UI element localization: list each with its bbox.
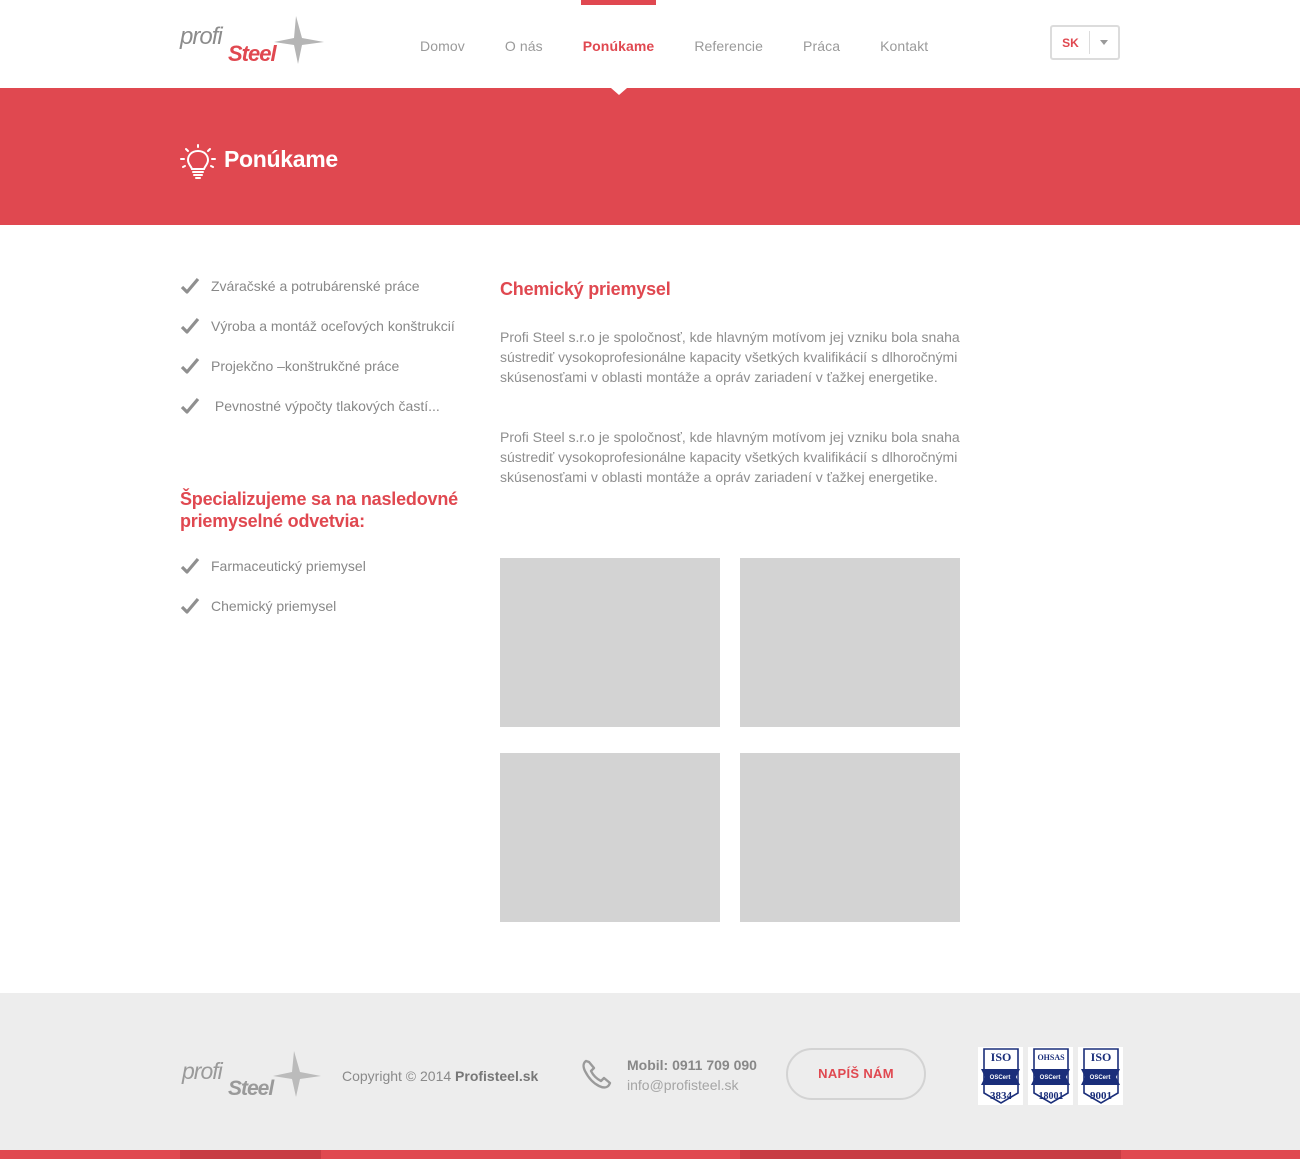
cert-bottom: 9001 xyxy=(1090,1090,1112,1102)
nav-item-domov[interactable]: Domov xyxy=(420,38,465,54)
cert-top: ISO xyxy=(1090,1050,1112,1064)
profisteel-logo[interactable] xyxy=(178,14,324,66)
gallery-image[interactable] xyxy=(740,753,960,922)
content-heading: Chemický priemysel xyxy=(500,279,671,299)
main-nav xyxy=(400,0,948,88)
site-footer xyxy=(0,993,1300,1150)
nav-item-o-nas[interactable]: O nás xyxy=(504,38,543,54)
chevron-down-icon[interactable] xyxy=(1090,40,1118,45)
list-item-label: Zváračské a potrubárenské práce xyxy=(211,278,420,294)
cert-mid: OSCert xyxy=(989,1075,1011,1081)
checkmark-icon xyxy=(180,357,200,375)
list-item-label: Projekčno –konštrukčné práce xyxy=(211,358,400,374)
page-banner xyxy=(0,88,1300,225)
contact-mobile: Mobil: 0911 709 090 xyxy=(627,1057,757,1073)
checkmark-icon xyxy=(180,277,200,295)
list-item[interactable] xyxy=(180,598,480,638)
nav-item-praca[interactable]: Práca xyxy=(803,38,841,54)
svg-text:profi: profi xyxy=(180,23,222,50)
copyright-text xyxy=(342,1068,538,1084)
contact-email-link[interactable]: info@profisteel.sk xyxy=(627,1077,739,1093)
checkmark-icon xyxy=(180,557,200,575)
list-item[interactable] xyxy=(180,358,480,398)
iso-3834-certificate-badge xyxy=(978,1047,1023,1105)
footer-logo[interactable] xyxy=(180,1049,322,1099)
site-header xyxy=(0,0,1300,88)
lightbulb-icon xyxy=(178,144,218,182)
gallery-image[interactable] xyxy=(500,558,720,727)
list-item-label: Pevnostné výpočty tlakových častí... xyxy=(211,398,440,414)
content-paragraph: Profi Steel s.r.o je spoločnosť, kde hlavným motívom jej vzniku bola snaha sústrediť vysokoprofesionálne kapacity všetkých kvalifikácií s dlhoročnými skúsenosťami v oblasti montáže a opráv zariadení v ťažkej energetike. xyxy=(500,329,960,385)
svg-text:profi: profi xyxy=(182,1058,222,1084)
copyright-site: Profisteel.sk xyxy=(455,1068,539,1084)
svg-text:Steel: Steel xyxy=(228,41,276,66)
language-selected-label: SK xyxy=(1062,35,1079,50)
page-title: Ponúkame xyxy=(224,146,338,172)
phone-icon xyxy=(580,1057,614,1091)
content-paragraph: Profi Steel s.r.o je spoločnosť, kde hlavným motívom jej vzniku bola snaha sústrediť vysokoprofesionálne kapacity všetkých kvalifikácií s dlhoročnými skúsenosťami v oblasti montáže a opráv zariadení v ťažkej energetike. xyxy=(500,429,960,485)
checkmark-icon xyxy=(180,397,200,415)
list-item-label: Chemický priemysel xyxy=(211,598,337,614)
list-item[interactable] xyxy=(180,278,480,318)
specialization-heading: Špecializujeme sa na nasledovné priemyselné odvetvia: xyxy=(180,489,458,531)
cert-top: ISO xyxy=(990,1050,1012,1064)
list-item[interactable] xyxy=(180,318,480,358)
bottom-bar-segment xyxy=(180,1150,321,1159)
checkmark-icon xyxy=(180,317,200,335)
nav-item-kontakt[interactable]: Kontakt xyxy=(880,38,929,54)
list-item-label: Výroba a montáž oceľových konštrukcií xyxy=(211,318,455,334)
gallery-image[interactable] xyxy=(500,753,720,922)
list-item-label: Farmaceutický priemysel xyxy=(211,558,366,574)
active-nav-pointer xyxy=(611,88,627,95)
certificates xyxy=(978,1047,1123,1105)
cert-mid: OSCert xyxy=(1039,1075,1061,1081)
bottom-bar-segment xyxy=(740,1150,1121,1159)
iso-9001-certificate-badge xyxy=(1078,1047,1123,1105)
language-select[interactable] xyxy=(1050,25,1120,60)
nav-item-referencie[interactable]: Referencie xyxy=(694,38,764,54)
nav-item-ponukame[interactable]: Ponúkame xyxy=(583,0,655,88)
cert-top: OHSAS xyxy=(1037,1053,1065,1062)
copyright-prefix: Copyright © 2014 xyxy=(342,1068,456,1084)
gallery-image[interactable] xyxy=(740,558,960,727)
cert-mid: OSCert xyxy=(1089,1075,1111,1081)
list-item[interactable] xyxy=(180,558,480,598)
checkmark-icon xyxy=(180,597,200,615)
services-list xyxy=(180,278,480,438)
svg-text:Steel: Steel xyxy=(228,1077,274,1099)
cert-bottom: 18001 xyxy=(1038,1091,1064,1102)
ohsas-18001-certificate-badge xyxy=(1028,1047,1073,1105)
list-item[interactable] xyxy=(180,398,480,438)
cert-bottom: 3834 xyxy=(990,1090,1012,1102)
write-us-button[interactable]: NAPÍŠ NÁM xyxy=(786,1048,926,1100)
industries-list xyxy=(180,558,480,638)
bottom-accent-bar xyxy=(0,1150,1300,1159)
